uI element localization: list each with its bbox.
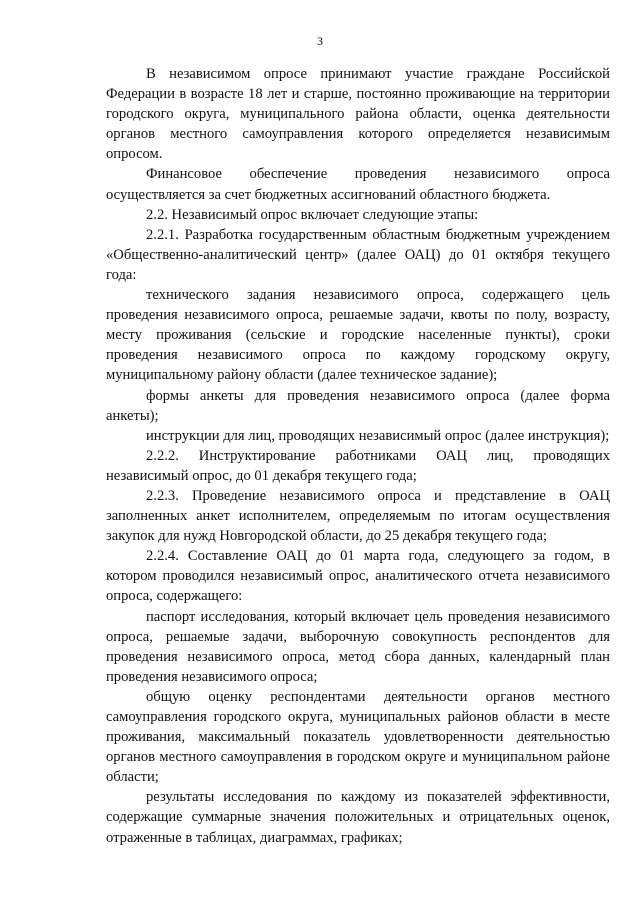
paragraph: 2.2. Независимый опрос включает следующие этапы: (146, 206, 479, 223)
paragraph: общую оценку респондентами деятельности органов местного самоуправления городского округа, муниципальных районов области в месте проживания, максимальный показатель удовлетворенности деятельностью органов местного самоуправления в городском округе и муниципальном районе области; (106, 688, 610, 786)
paragraph: 2.2.4. Составление ОАЦ до 01 марта года, следующего за годом, в котором проводился независимый опрос, аналитического отчета независимого опроса, содержащего: (106, 548, 610, 605)
paragraph: формы анкеты для проведения независимого опроса (далее форма анкеты); (106, 387, 610, 424)
paragraph: 2.2.1. Разработка государственным областным бюджетным учреждением «Общественно-аналитический центр» (далее ОАЦ) до 01 октября текущего года: (106, 226, 610, 283)
paragraph: инструкции для лиц, проводящих независимый опрос (далее инструкция); (146, 427, 610, 444)
paragraph: 2.2.2. Инструктирование работниками ОАЦ лиц, проводящих независимый опрос, до 01 декабря текущего года; (106, 447, 610, 484)
paragraph: паспорт исследования, который включает цель проведения независимого опроса, решаемые задачи, выборочную совокупность респондентов для проведения независимого опроса, метод сбора данных, календарный план проведения независимого опроса; (106, 608, 610, 685)
page-number: 3 (317, 34, 323, 48)
paragraph: 2.2.3. Проведение независимого опроса и представление в ОАЦ заполненных анкет исполнителем, определяемым по итогам осуществления закупок для нужд Новгородской области, до 25 декабря текущего года; (106, 487, 610, 545)
paragraph: технического задания независимого опроса, содержащего цель проведения независимого опроса, решаемые задачи, квоты по полу, возрасту, месту проживания (сельские и городские населенные пункты), сроки проведения независимого опроса по каждому городскому округу, муниципальному району области (далее техническое задание); (106, 287, 610, 384)
paragraph: результаты исследования по каждому из показателей эффективности, содержащие суммарные значения положительных и отрицательных оценок, отраженные в таблицах, диаграммах, графиках; (106, 789, 610, 846)
document-body (106, 64, 610, 848)
paragraph: В независимом опросе принимают участие граждане Российской Федерации в возрасте 18 лет и старше, постоянно проживающие на территории городского округа, муниципального района области, оценка деятельности органов местного самоуправления которого определяется независимым опросом. (106, 66, 610, 163)
paragraph: Финансовое обеспечение проведения независимого опроса осуществляется за счет бюджетных ассигнований областного бюджета. (106, 166, 610, 203)
